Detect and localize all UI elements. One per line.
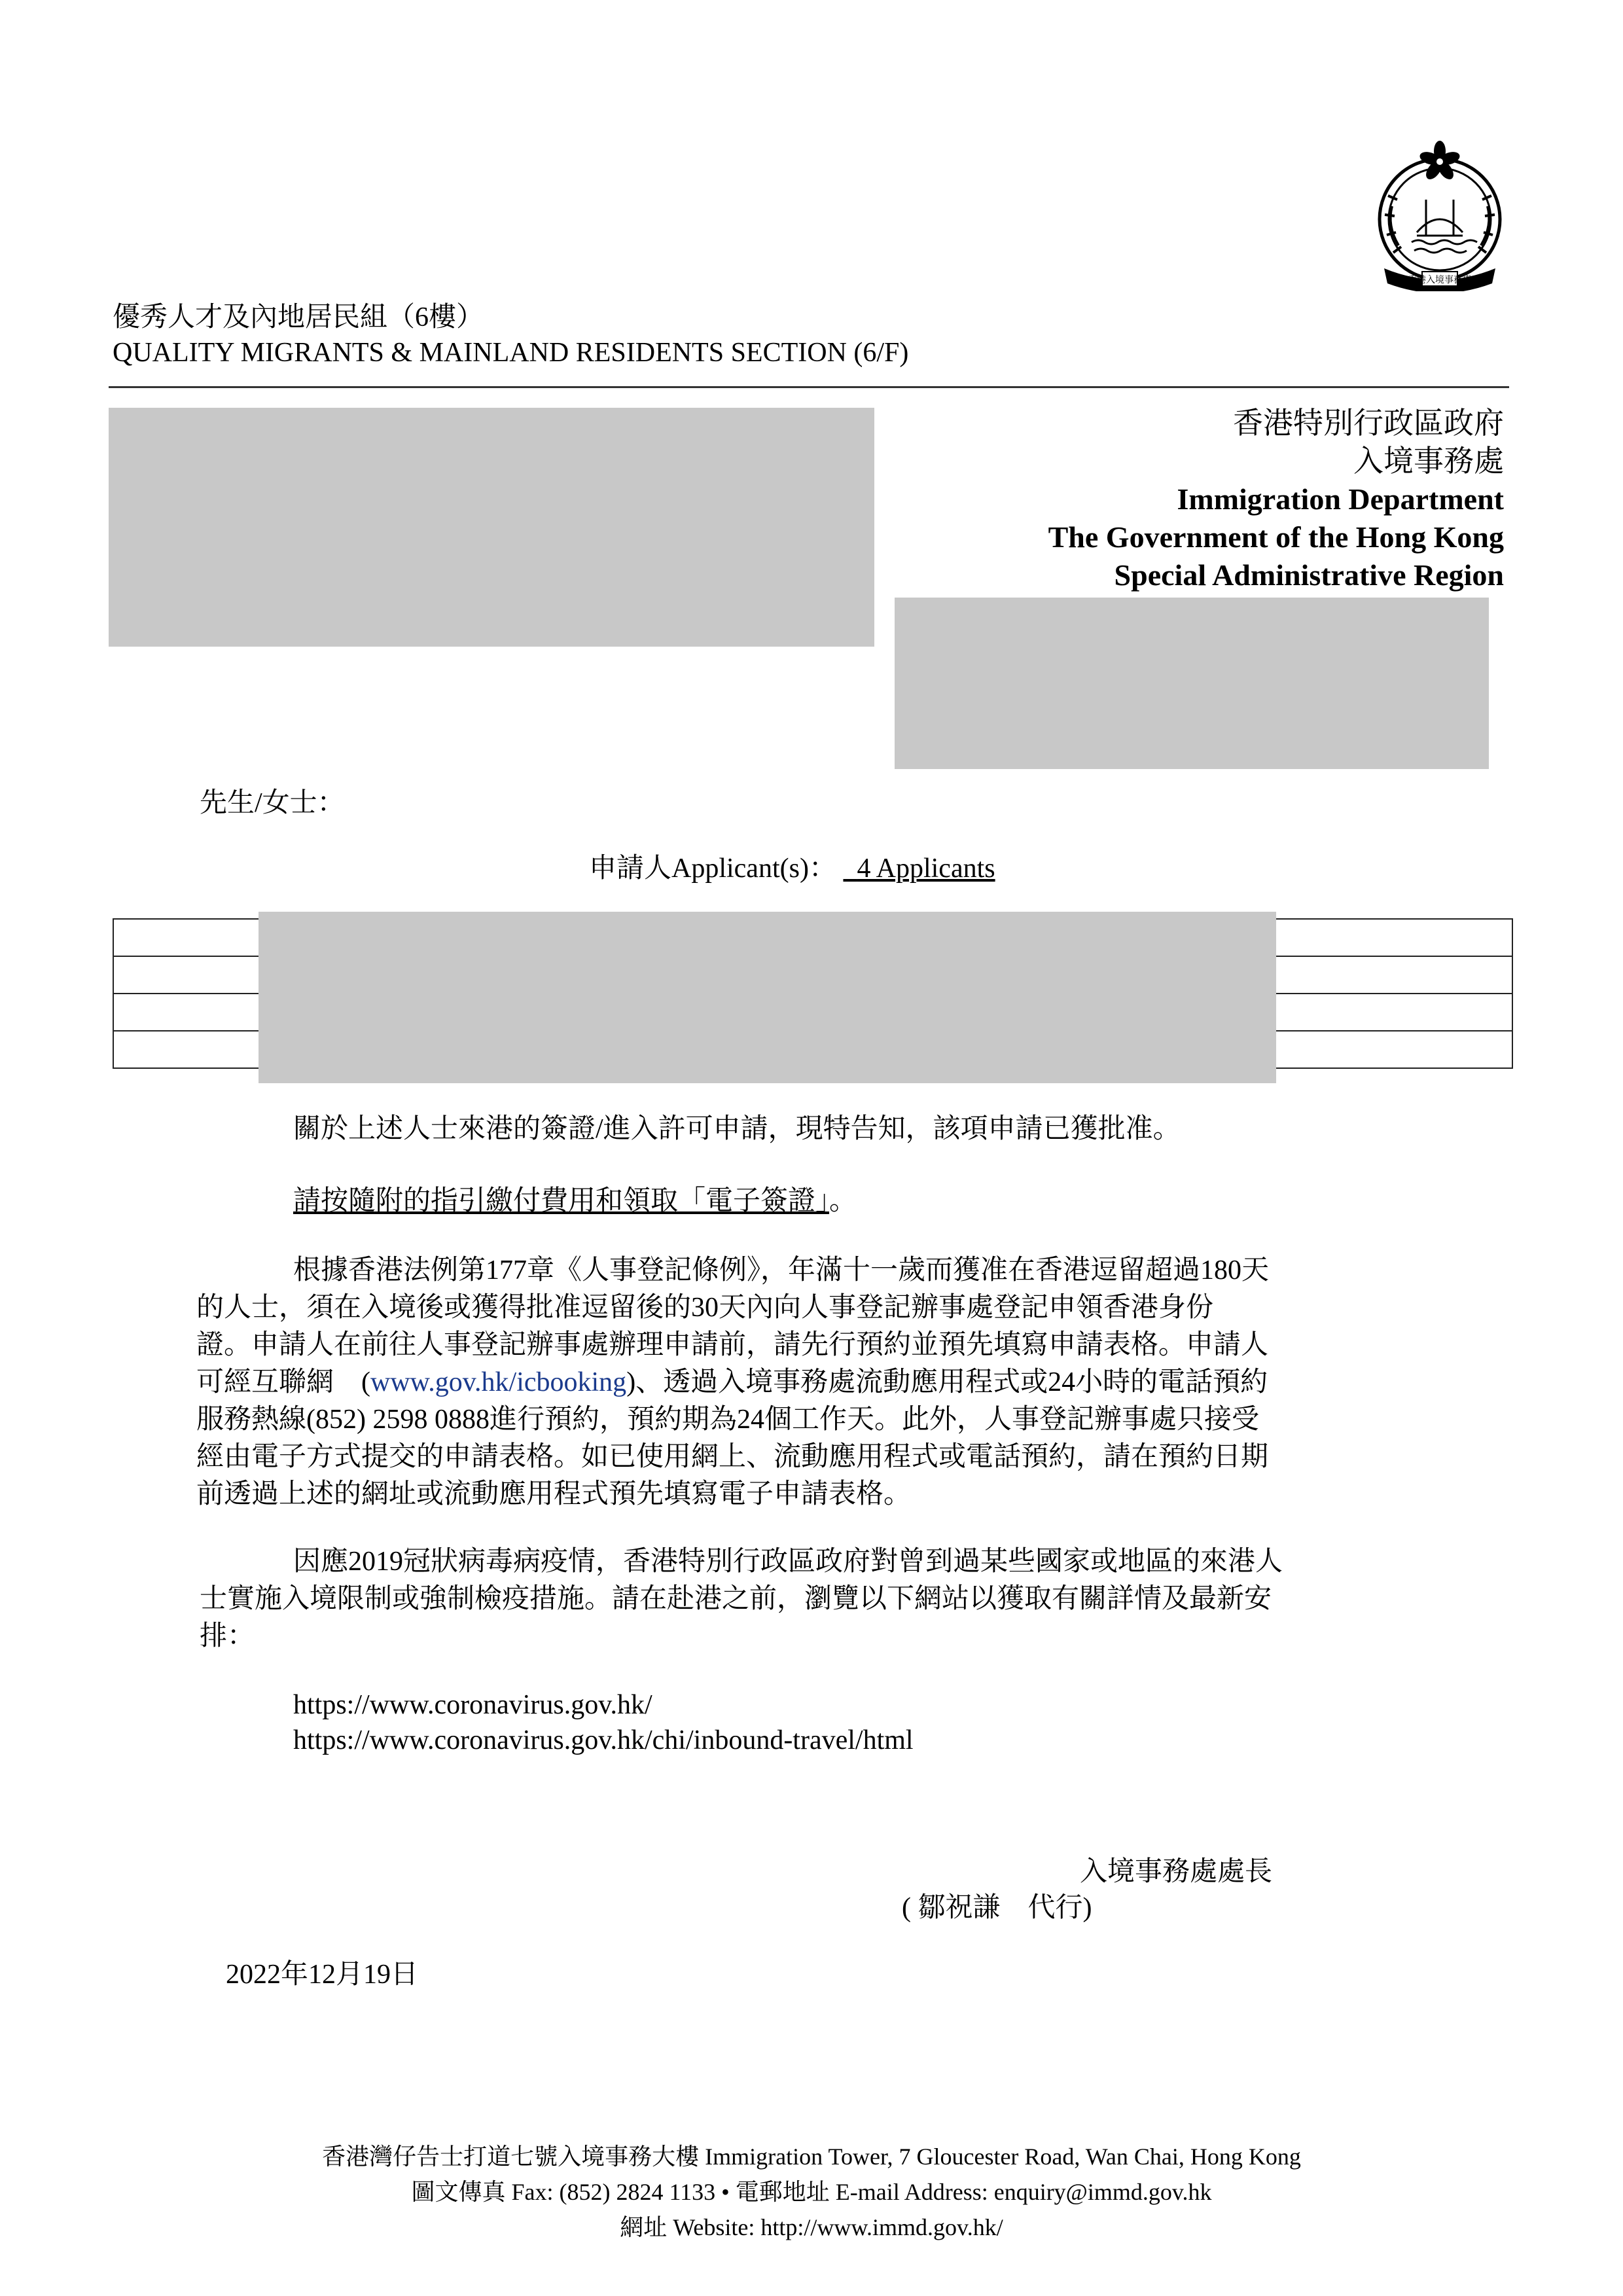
paragraph-line: 排：: [200, 1621, 255, 1651]
payment-instruction-suffix: 。: [829, 1186, 857, 1216]
applicant-count: 4 Applicants: [857, 853, 995, 884]
paragraph-line: 士實施入境限制或強制檢疫措施。請在赴港之前，瀏覽以下網站以獲取有關詳情及最新安: [200, 1584, 1272, 1614]
crest-ribbon-text: 香港入境事務處: [1408, 275, 1472, 285]
section-name-en: QUALITY MIGRANTS & MAINLAND RESIDENTS SECTION (6/F): [113, 338, 909, 368]
paragraph-line: 服務熱線(852) 2598 0888進行預約，預約期為24個工作天。此外，人事登記辦事處只接受: [196, 1405, 1259, 1435]
paragraph-line: 經由電子方式提交的申請表格。如已使用網上、流動應用程式或電話預約，請在預約日期: [196, 1442, 1269, 1472]
hkid-registration-paragraph: [196, 1252, 1400, 1513]
paragraph-line: 根據香港法例第177章《人事登記條例》，年滿十一歲而獲准在香港逗留超過180天: [293, 1255, 1270, 1285]
payment-instruction-text: 請按隨附的指引繳付費用和領取「電子簽證」: [293, 1186, 830, 1216]
government-name-en-1: The Government of the Hong Kong: [1048, 520, 1504, 554]
footer-contact: 圖文傳真 Fax: (852) 2824 1133 • 電郵地址 E-mail Address: enquiry@immd.gov.hk: [411, 2179, 1212, 2205]
paragraph-line: 因應2019冠狀病毒病疫情，香港特別行政區政府對曾到過某些國家或地區的來港人: [293, 1547, 1283, 1577]
department-name-zh-2: 入境事務處: [1353, 444, 1504, 478]
payment-instruction: [293, 1183, 857, 1219]
government-name-en-2: Special Administrative Region: [1114, 558, 1504, 592]
redacted-recipient-address: [109, 408, 874, 647]
redacted-applicant-details: [259, 912, 1276, 1083]
department-block: [1048, 404, 1504, 594]
coronavirus-link-1[interactable]: https://www.coronavirus.gov.hk/: [293, 1690, 652, 1720]
coronavirus-link-2[interactable]: https://www.coronavirus.gov.hk/chi/inbound-travel/html: [293, 1725, 914, 1755]
section-name-zh: 優秀人才及內地居民組（6樓）: [113, 302, 484, 332]
header-divider: [109, 386, 1509, 388]
paragraph-line: 證。申請人在前往人事登記辦事處辦理申請前，請先行預約並預先填寫申請表格。申請人: [196, 1330, 1269, 1360]
paragraph-line: 的人士，須在入境後或獲得批准逗留後的30天內向人事登記辦事處登記申領香港身份: [196, 1293, 1214, 1323]
covid-paragraph: [200, 1543, 1404, 1655]
approval-notice: 關於上述人士來港的簽證/進入許可申請，現特告知，該項申請已獲批准。: [293, 1114, 1181, 1144]
applicant-label: 申請人Applicant(s)：: [589, 853, 836, 884]
salutation: 先生/女士：: [200, 788, 345, 818]
department-name-zh-1: 香港特別行政區政府: [1233, 406, 1504, 440]
redacted-reference-block: [895, 598, 1489, 769]
signatory-title: 入境事務處處長: [1080, 1857, 1273, 1887]
footer-address: 香港灣仔告士打道七號入境事務大樓 Immigration Tower, 7 Gloucester Road, Wan Chai, Hong Kong: [322, 2144, 1301, 2170]
footer: [0, 2139, 1623, 2245]
immigration-department-crest: [1371, 134, 1508, 291]
icbooking-link[interactable]: www.gov.hk/icbooking: [370, 1367, 627, 1397]
paragraph-line: 前透過上述的網址或流動應用程式預先填寫電子申請表格。: [196, 1479, 912, 1509]
signatory-name: ( 鄒祝謙 代行): [902, 1893, 1092, 1923]
letter-date: 2022年12月19日: [226, 1960, 419, 1990]
footer-website[interactable]: 網址 Website: http://www.immd.gov.hk/: [620, 2214, 1003, 2240]
applicant-line: [589, 851, 995, 887]
department-name-en: Immigration Department: [1177, 482, 1504, 516]
paragraph-line: 可經互聯網 (www.gov.hk/icbooking)、透過入境事務處流動應用程式或24小時的電話預約: [196, 1367, 1268, 1397]
